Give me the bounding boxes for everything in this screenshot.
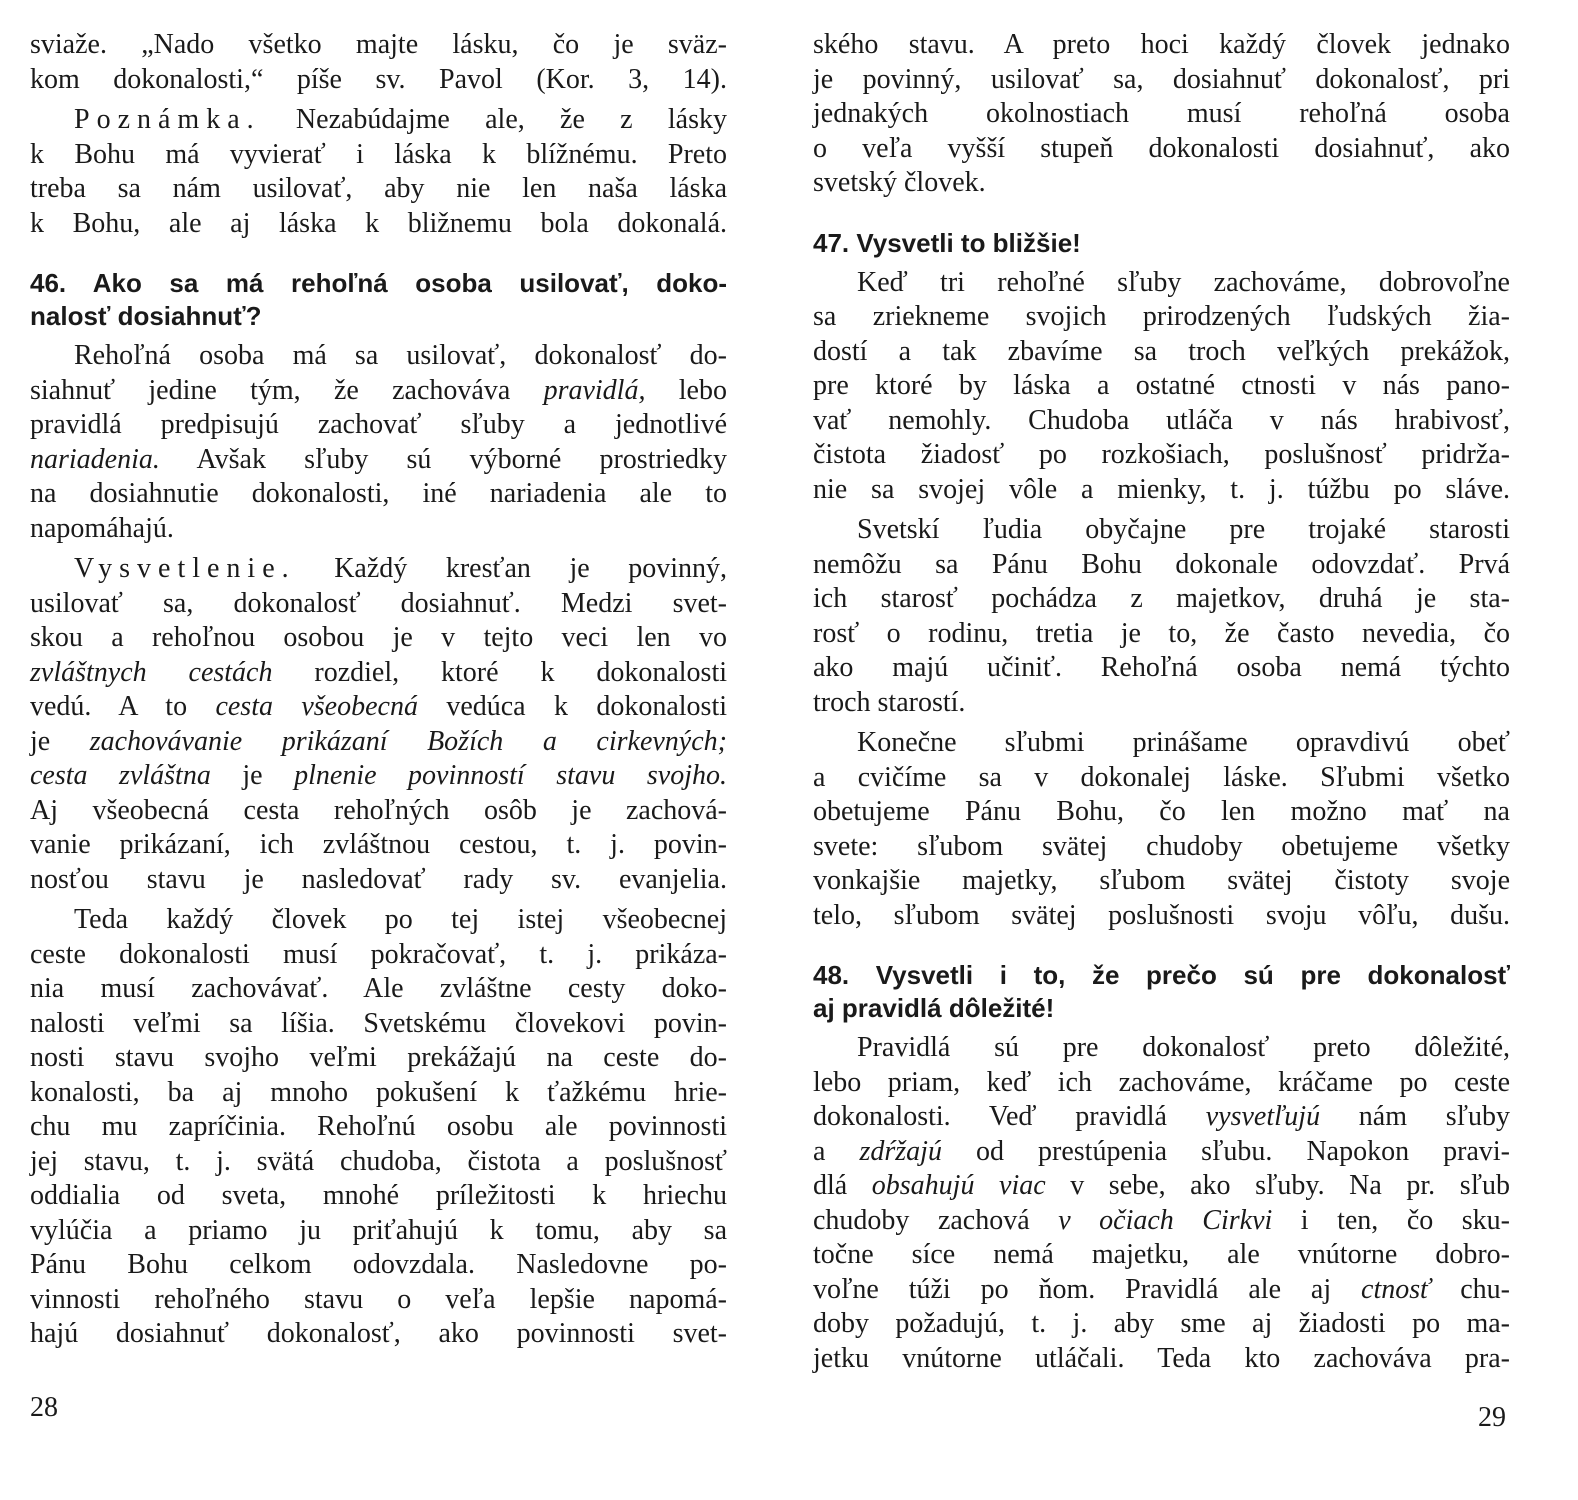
text-line: Rehoľná osoba má sa usilovať, dokonalosť do- <box>74 340 727 371</box>
text-line: ich starosť pochádza z majetkov, druhá je sta- <box>813 583 1510 614</box>
text-segment: dokonalosti. Veď pravidlá <box>813 1101 1206 1132</box>
text-segment: chu- <box>1430 1273 1510 1305</box>
text-line: 46. Ako sa má rehoľná osoba usilovať, doko- <box>30 268 727 298</box>
text-line <box>813 1273 1510 1308</box>
text-segment: Každý kresťan je povinný, <box>295 553 727 584</box>
spaced-label: Poznámka. <box>74 104 261 135</box>
italic-text: v očiach Cirkvi <box>1058 1204 1273 1236</box>
text-line <box>30 690 727 725</box>
text-line: ako majú učiniť. Rehoľná osoba nemá týchto <box>813 652 1510 683</box>
text-line: nalosť dosiahnuť? <box>30 301 262 331</box>
question-heading <box>30 267 727 333</box>
text-line: Aj všeobecná cesta rehoľných osôb je zachová- <box>30 794 727 826</box>
text-line: pre ktoré by láska a ostatné ctnosti v nás pano- <box>813 370 1510 401</box>
paragraph <box>30 903 727 1352</box>
text-segment: vedúca k dokonalosti <box>417 691 727 722</box>
text-line: konalosti, ba aj mnoho pokušení k ťažkému hrie- <box>30 1076 727 1108</box>
text-segment: i ten, čo sku- <box>1272 1204 1510 1236</box>
text-line: Konečne sľubmi prinášame opravdivú obeť <box>857 727 1510 758</box>
italic-text: pravidlá, <box>543 374 646 406</box>
text-line <box>813 1135 1510 1170</box>
text-line: usilovať sa, dokonalosť dosiahnuť. Medzi svet- <box>30 587 727 619</box>
right-page-text <box>813 28 1510 1376</box>
italic-text: zdŕžajú <box>859 1135 942 1167</box>
text-line: nemôžu sa Pánu Bohu dokonale odovzdať. Prvá <box>813 548 1510 580</box>
text-line: jednakých okolnostiach musí rehoľná osoba <box>813 98 1510 129</box>
text-line: svetský človek. <box>813 167 986 198</box>
text-line: Pánu Bohu celkom odovzdala. Nasledovne po- <box>30 1249 727 1280</box>
text-line: jej stavu, t. j. svätá chudoba, čistota a poslušnosť <box>30 1145 727 1177</box>
paragraph <box>30 103 727 241</box>
text-line: Svetskí ľudia obyčajne pre trojaké starosti <box>857 514 1510 545</box>
text-line: oddialia od sveta, mnohé príležitosti k hriechu <box>30 1180 727 1211</box>
text-line: jetku vnútorne utláčali. Teda kto zachováva pra- <box>813 1342 1510 1374</box>
text-line: o veľa vyšší stupeň dokonalosti dosiahnuť, ako <box>813 132 1510 164</box>
text-line: vanie prikázaní, ich zvláštnou cestou, t. j. povin- <box>30 829 727 860</box>
text-segment: voľne túži po ňom. Pravidlá ale aj <box>813 1273 1362 1305</box>
text-line <box>30 725 727 760</box>
text-line: točne síce nemá majetku, ale vnútorne dobro- <box>813 1239 1510 1270</box>
text-line: sviaže. „Nado všetko majte lásku, čo je sväz- <box>30 29 727 60</box>
text-line: 48. Vysvetli i to, že prečo sú pre dokonalosť <box>813 960 1510 990</box>
text-line: vať nemohly. Chudoba utláča v nás hrabivosť, <box>813 404 1510 436</box>
paragraph <box>813 1031 1510 1376</box>
text-line: na dosiahnutie dokonalosti, iné nariadenia ale to <box>30 478 727 509</box>
text-line: nie sa svojej vôle a mienky, t. j. túžbu po sláve. <box>813 473 1510 505</box>
text-line: pravidlá predpisujú zachovať sľuby a jednotlivé <box>30 409 727 440</box>
text-segment: a <box>813 1135 860 1167</box>
text-line <box>30 656 727 691</box>
text-segment: siahnuť jedine tým, že zachováva <box>30 374 544 406</box>
text-line: Pravidlá sú pre dokonalosť preto dôležité, <box>857 1032 1510 1063</box>
text-line: nia musí zachovávať. Ale zvláštne cesty doko- <box>30 973 727 1004</box>
text-line <box>30 443 727 478</box>
question-heading <box>813 227 1510 260</box>
text-line <box>30 374 727 409</box>
paragraph <box>30 339 727 546</box>
text-segment: rozdiel, ktoré k dokonalosti <box>272 656 728 688</box>
text-line: 47. Vysvetli to bližšie! <box>813 227 1081 258</box>
spaced-label: Vysvetlenie. <box>74 553 296 584</box>
italic-text: plnenie povinností stavu svojho. <box>294 760 727 791</box>
italic-text: nariadenia. <box>30 443 160 475</box>
text-line: a cvičíme sa v dokonalej láske. Sľubmi všetko <box>813 761 1510 793</box>
text-line: napomáhajú. <box>30 512 174 544</box>
text-line <box>30 759 727 794</box>
text-line: je povinný, usilovať sa, dosiahnuť dokonalosť, pri <box>813 63 1510 95</box>
text-line: Teda každý človek po tej istej všeobecnej <box>74 904 727 935</box>
text-line: hajú dosiahnuť dokonalosť, ako povinnosti svet- <box>30 1318 727 1349</box>
question-heading <box>813 959 1510 1025</box>
text-line: ceste dokonalosti musí pokračovať, t. j. prikáza- <box>30 938 727 970</box>
text-line: chu mu zapríčinia. Rehoľnú osobu ale povinnosti <box>30 1111 727 1142</box>
italic-text: zvláštnych cestách <box>30 656 273 688</box>
text-line: dostí a tak zbavíme sa troch veľkých prekážok, <box>813 335 1510 367</box>
text-line <box>30 103 727 138</box>
text-line: nosti stavu svojho veľmi prekážajú na ceste do- <box>30 1042 727 1073</box>
text-line: aj pravidlá dôležité! <box>813 993 1055 1023</box>
text-segment: vedú. A to <box>30 691 216 722</box>
text-segment: Nezabúdajme ale, že z lásky <box>260 104 727 135</box>
text-line: sa zriekneme svojich prirodzených ľudských žia- <box>813 301 1510 332</box>
paragraph <box>813 28 1510 201</box>
text-segment: Avšak sľuby sú výborné prostriedky <box>159 443 727 475</box>
text-line: ského stavu. A preto hoci každý človek jednako <box>813 29 1510 60</box>
text-line: k Bohu, ale aj láska k bližnemu bola dokonalá. <box>30 207 727 239</box>
italic-text: cesta zvláštna <box>30 760 211 791</box>
italic-text: vysvetľujú <box>1205 1101 1321 1132</box>
text-line: skou a rehoľnou osobou je v tejto veci len vo <box>30 622 727 653</box>
page-number-left: 28 <box>30 1392 58 1423</box>
text-line: doby požadujú, t. j. aby sme aj žiadosti po ma- <box>813 1308 1510 1339</box>
text-segment: od prestúpenia sľubu. Napokon pravi- <box>941 1135 1510 1167</box>
text-line: lebo priam, keď ich zachováme, kráčame po ceste <box>813 1066 1510 1098</box>
text-line: k Bohu má vyvierať i láska k blížnému. Preto <box>30 138 727 170</box>
text-line: troch starostí. <box>813 686 966 718</box>
italic-text: ctnosť <box>1361 1273 1431 1305</box>
text-line: vinnosti rehoľného stavu o veľa lepšie napomá- <box>30 1283 727 1315</box>
text-line <box>813 1100 1510 1135</box>
text-segment: v sebe, ako sľuby. Na pr. sľub <box>1045 1170 1510 1201</box>
italic-text: zachovávanie prikázaní Božích a cirkevných; <box>89 725 727 757</box>
paragraph <box>813 513 1510 720</box>
text-segment: je <box>210 760 295 791</box>
paragraph <box>813 726 1510 933</box>
text-line: vonkajšie majetky, sľubom svätej čistoty svoje <box>813 865 1510 896</box>
paragraph <box>813 266 1510 508</box>
text-line: telo, sľubom svätej poslušnosti svoju vôľu, dušu. <box>813 899 1510 931</box>
text-line: svete: sľubom svätej chudoby obetujeme všetky <box>813 830 1510 862</box>
text-segment: je <box>30 725 90 757</box>
text-line: Keď tri rehoľné sľuby zachováme, dobrovoľne <box>857 266 1510 298</box>
text-line: nalosti veľmi sa líšia. Svetskému človekovi povin- <box>30 1007 727 1039</box>
text-segment: dlá <box>813 1170 872 1201</box>
text-line: treba sa nám usilovať, aby nie len naša láska <box>30 173 727 204</box>
text-segment: nám sľuby <box>1320 1101 1511 1132</box>
text-line: obetujeme Pánu Bohu, čo len možno mať na <box>813 796 1510 827</box>
text-line: nosťou stavu je nasledovať rady sv. evanjelia. <box>30 863 727 895</box>
left-page-text <box>30 28 727 1352</box>
text-line <box>30 552 727 587</box>
page-number-right: 29 <box>1478 1402 1506 1433</box>
text-line <box>813 1204 1510 1239</box>
italic-text: obsahujú viac <box>871 1170 1046 1201</box>
paragraph <box>30 552 727 897</box>
text-segment: lebo <box>645 374 727 406</box>
text-line: rosť o rodinu, tretia je to, že často nevedia, čo <box>813 617 1510 649</box>
text-line: vylúčia a priamo ju priťahujú k tomu, aby sa <box>30 1214 727 1246</box>
text-segment: chudoby zachová <box>813 1204 1059 1236</box>
italic-text: cesta všeobecná <box>215 691 418 722</box>
text-line: kom dokonalosti,“ píše sv. Pavol (Kor. 3, 14). <box>30 63 727 95</box>
text-line: čistota žiadosť po rozkošiach, poslušnosť pridrža- <box>813 439 1510 470</box>
text-line <box>813 1169 1510 1204</box>
paragraph <box>30 28 727 97</box>
